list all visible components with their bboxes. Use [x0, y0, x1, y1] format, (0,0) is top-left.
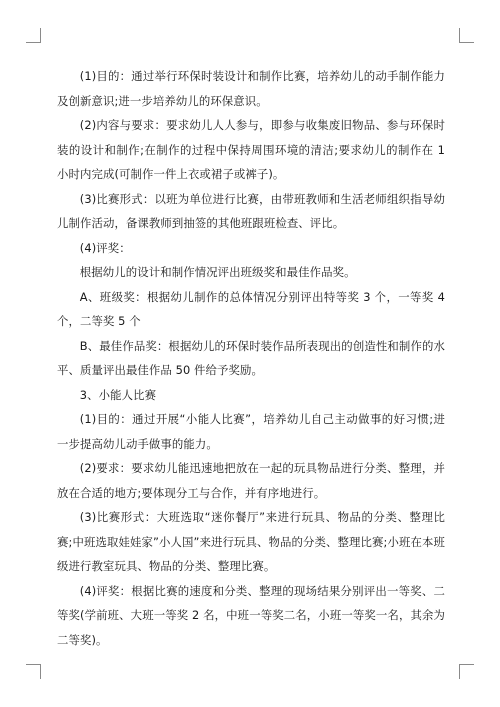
document-body [57, 64, 445, 652]
paragraph-6: A、班级奖：根据幼儿制作的总体情况分别评出特等奖 3 个，一等奖 4 个，二等奖 5 个 [57, 289, 445, 328]
crop-mark-top-left [26, 28, 41, 43]
paragraph-4: (4)评奖： [79, 240, 131, 255]
paragraph-2: (2)内容与要求：要求幼儿人人参与，即参与收集废旧物品、参与环保时装的设计和制作;在制作的过程中保持周围环境的清洁;要求幼儿的制作在 1 小时内完成(可制作一件上衣或裙子或裤子)。 [57, 118, 445, 181]
paragraph-7: B、最佳作品奖：根据幼儿的环保时装作品所表现出的创造性和制作的水平、质量评出最佳作品 50 件给予奖励。 [57, 338, 445, 377]
crop-mark-top-right [459, 28, 474, 43]
paragraph-11: (3)比赛形式：大班选取“迷你餐厅”来进行玩具、物品的分类、整理比赛;中班选取娃娃家”小人国”来进行玩具、物品的分类、整理比赛;小班在本班级进行教室玩具、物品的分类、整理比赛。 [57, 510, 445, 573]
paragraph-3: (3)比赛形式：以班为单位进行比赛，由带班教师和生活老师组织指导幼儿制作活动，备课教师到抽签的其他班跟班检查、评比。 [57, 191, 445, 230]
paragraph-10: (2)要求：要求幼儿能迅速地把放在一起的玩具物品进行分类、整理，并放在合适的地方;要体现分工与合作，并有序地进行。 [57, 461, 445, 500]
section-heading: 3、小能人比赛 [79, 387, 157, 402]
paragraph-5: 根据幼儿的设计和制作情况评出班级奖和最佳作品奖。 [79, 265, 356, 279]
crop-mark-bottom-left [26, 664, 41, 679]
paragraph-1: (1)目的：通过举行环保时装设计和制作比赛，培养幼儿的动手制作能力及创新意识;进一步培养幼儿的环保意识。 [57, 69, 445, 108]
crop-mark-bottom-right [459, 664, 474, 679]
paragraph-9: (1)目的：通过开展“小能人比赛”，培养幼儿自己主动做事的好习惯;进一步提高幼儿动手做事的能力。 [57, 412, 445, 451]
paragraph-12: (4)评奖：根据比赛的速度和分类、整理的现场结果分别评出一等奖、二等奖(学前班、大班一等奖 2 名，中班一等奖二名，小班一等奖一名，其余为二等奖)。 [57, 583, 445, 647]
